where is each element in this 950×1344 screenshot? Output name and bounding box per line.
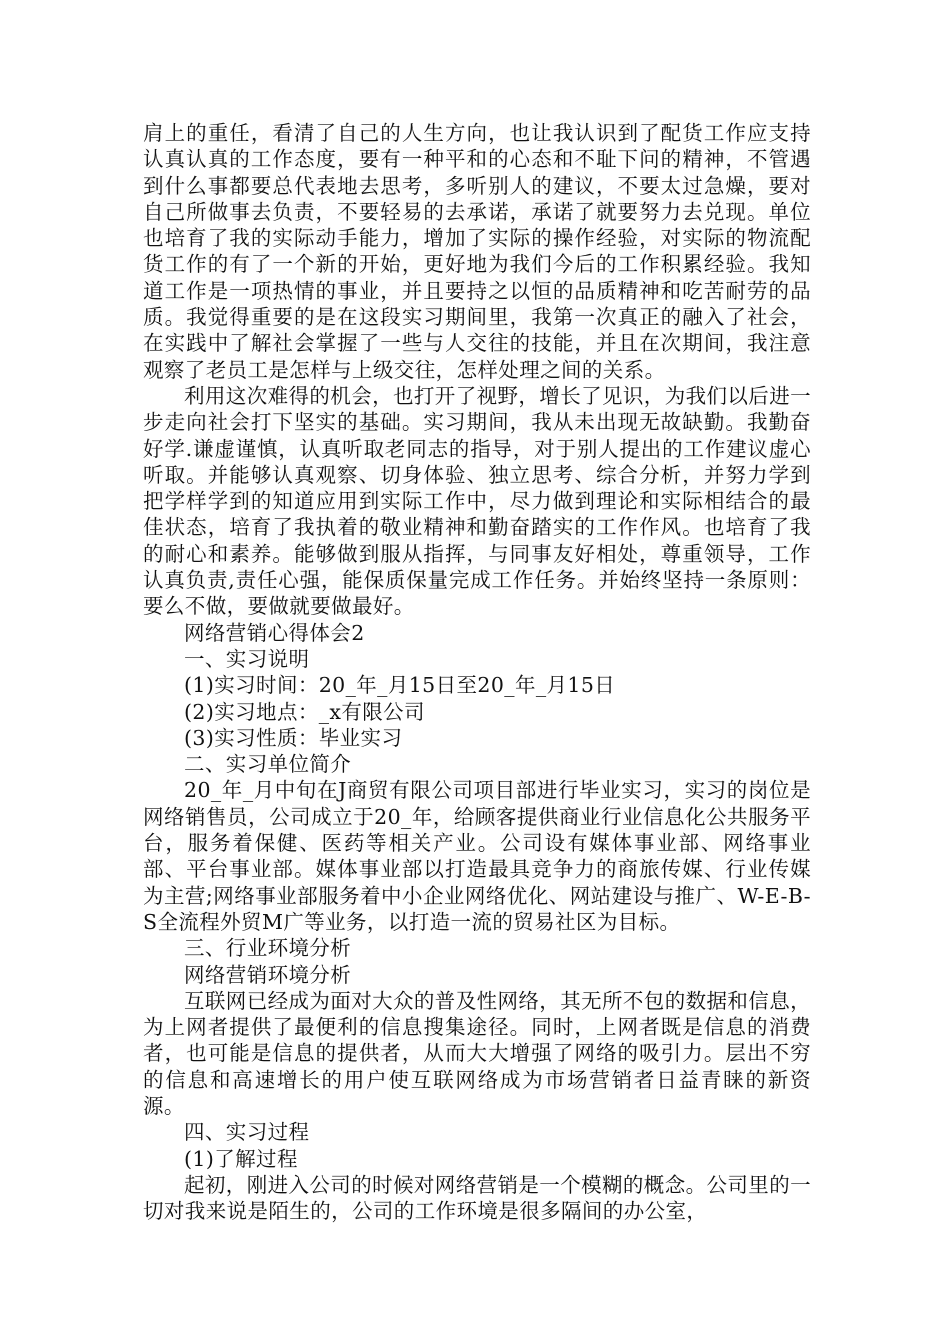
paragraph-continuation: 肩上的重任，看清了自己的人生方向，也让我认识到了配货工作应支持认真认真的工作态度，要有一种平和的心态和不耻下问的精神，不管遇到什么事都要总代表地去思考，多听别人的建议，不要太过急燥，要对自己所做事去负责，不要轻易的去承诺，承诺了就要努力去兑现。单位也培育了我的实际动手能力，增加了实际的操作经验，对实际的物流配货工作的有了一个新的开始，更好地为我们今后的工作积累经验。我知道工作是一项热情的事业，并且要持之以恒的品质精神和吃苦耐劳的品质。我觉得重要的是在这段实习期间里，我第一次真正的融入了社会，在实践中了解社会掌握了一些与人交往的技能，并且在次期间，我注意观察了老员工是怎样与上级交往，怎样处理之间的关系。 bbox=[143, 121, 811, 382]
internship-nature: (3)实习性质：毕业实习 bbox=[184, 725, 403, 750]
subheading-understanding-process: (1)了解过程 bbox=[184, 1146, 298, 1171]
internship-location: (2)实习地点：_x有限公司 bbox=[184, 699, 425, 724]
heading-company-intro: 二、实习单位简介 bbox=[184, 752, 352, 777]
internship-time: (1)实习时间：20_年_月15日至20_年_月15日 bbox=[184, 673, 616, 698]
paragraph-beginning: 起初，刚进入公司的时候对网络营销是一个模糊的概念。公司里的一切对我来说是陌生的，公司的工作环境是很多隔间的办公室， bbox=[143, 1172, 811, 1224]
heading-industry-analysis: 三、行业环境分析 bbox=[184, 936, 352, 961]
paragraph-internet: 互联网已经成为面对大众的普及性网络，其无所不包的数据和信息，为上网者提供了最便利的信息搜集途径。同时，上网者既是信息的消费者，也可能是信息的提供者，从而大大增强了网络的吸引力。层出不穷的信息和高速增长的用户使互联网络成为市场营销者日益青睐的新资源。 bbox=[143, 988, 811, 1118]
section-title: 网络营销心得体会2 bbox=[184, 620, 365, 645]
document-body bbox=[143, 120, 811, 1224]
paragraph-company-intro: 20_年_月中旬在J商贸有限公司项目部进行毕业实习，实习的岗位是网络销售员，公司成立于20_年，给顾客提供商业行业信息化公共服务平台，服务着保健、医药等相关产业。公司设有媒体事业部、网络事业部、平台事业部。媒体事业部以打造最具竞争力的商旅传媒、行业传媒为主营;网络事业部服务着中小企业网络优化、网站建设与推广、W-E-B-S全流程外贸M广等业务，以打造一流的贸易社区为目标。 bbox=[143, 778, 811, 934]
paragraph-opportunity: 利用这次难得的机会，也打开了视野，增长了见识，为我们以后进一步走向社会打下坚实的基础。实习期间，我从未出现无故缺勤。我勤奋好学.谦虚谨慎，认真听取老同志的指导，对于别人提出的工作建议虚心听取。并能够认真观察、切身体验、独立思考、综合分析，并努力学到把学样学到的知道应用到实际工作中，尽力做到理论和实际相结合的最佳状态，培育了我执着的敬业精神和勤奋踏实的工作作风。也培育了我的耐心和素养。能够做到服从指挥，与同事友好相处，尊重领导，工作认真负责,责任心强，能保质保量完成工作任务。并始终坚持一条原则：要么不做，要做就要做最好。 bbox=[143, 383, 811, 619]
heading-internship-process: 四、实习过程 bbox=[184, 1120, 310, 1145]
heading-internship-description: 一、实习说明 bbox=[184, 646, 310, 671]
subheading-marketing-environment: 网络营销环境分析 bbox=[184, 962, 352, 987]
